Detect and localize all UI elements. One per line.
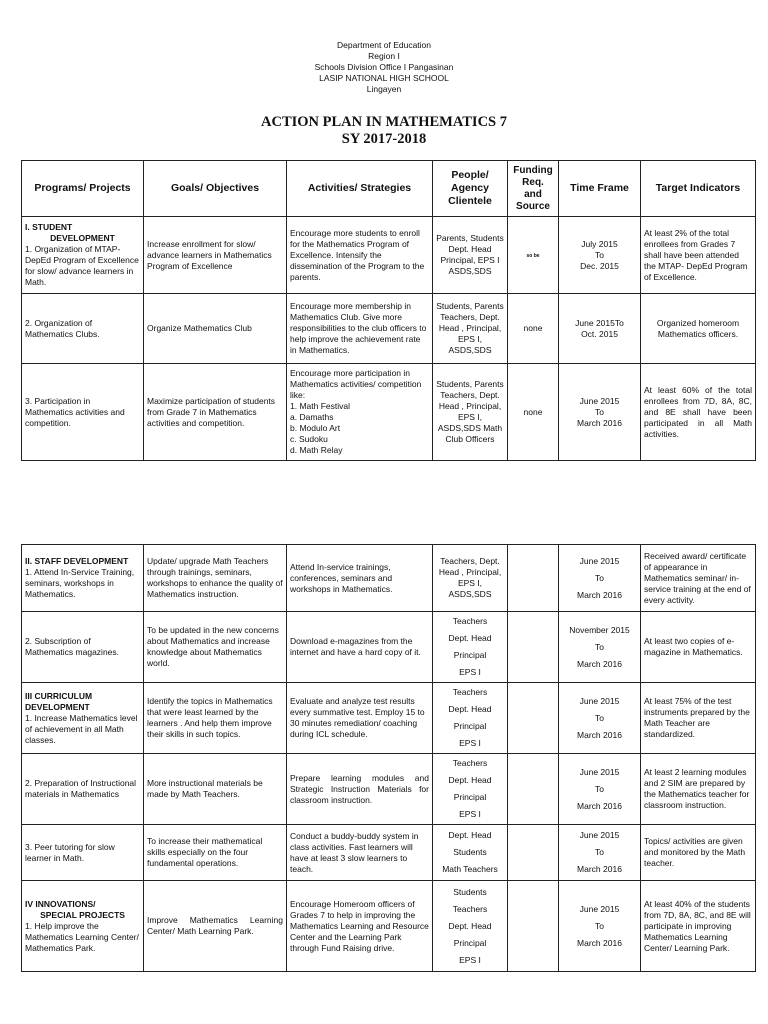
activity-cell: Prepare learning modules and Strategic Instruction Materials for classroom instruction. bbox=[287, 754, 433, 825]
funding-cell bbox=[508, 612, 559, 683]
activity-cell: Conduct a buddy-buddy system in class activities. Fast learners will have at least 3 slow learners to teach. bbox=[287, 825, 433, 881]
col-people bbox=[433, 161, 508, 217]
section-heading: DEVELOPMENT bbox=[50, 233, 115, 243]
people-line: Principal bbox=[453, 650, 487, 660]
section-heading: SPECIAL PROJECTS bbox=[40, 909, 125, 920]
activity-cell: Attend In-service trainings, conferences, seminars and workshops in Mathematics. bbox=[287, 545, 433, 612]
document-title: ACTION PLAN IN MATHEMATICS 7 bbox=[261, 114, 507, 130]
people-line: Teachers bbox=[452, 616, 488, 626]
col-targets: Target Indicators bbox=[641, 161, 756, 217]
goal-cell: To be updated in the new concerns about Mathematics and increase knowledge about Mathematics world. bbox=[144, 612, 287, 683]
timeframe-line: June 2015 bbox=[579, 903, 620, 914]
target-cell: Topics/ activities are given and monitored by the Math teacher. bbox=[641, 825, 756, 881]
activity-item: a. Damaths bbox=[290, 412, 334, 422]
timeframe-line: To bbox=[595, 783, 604, 794]
timeframe-cell bbox=[559, 881, 641, 972]
timeframe-cell bbox=[559, 754, 641, 825]
people-cell: Teachers, Dept. Head , Principal, EPS I, ASDS,SDS bbox=[433, 545, 508, 612]
program-cell bbox=[22, 217, 144, 294]
activity-cell: Download e-magazines from the internet and have a hard copy of it. bbox=[287, 612, 433, 683]
col-people-line: Agency bbox=[451, 182, 489, 194]
section-heading: IV INNOVATIONS/ bbox=[25, 898, 96, 909]
goal-cell: Increase enrollment for slow/ advance learners in Mathematics Program of Excellence bbox=[144, 217, 287, 294]
timeframe-line: March 2016 bbox=[577, 417, 622, 428]
goal-cell: More instructional materials be made by Math Teachers. bbox=[144, 754, 287, 825]
action-plan-table-1 bbox=[21, 160, 756, 461]
goal-cell: Improve Mathematics Learning Center/ Math Learning Park. bbox=[144, 881, 287, 972]
timeframe-line: March 2016 bbox=[577, 658, 622, 669]
people-cell bbox=[433, 881, 508, 972]
program-text: 1. Attend In-Service Training, seminars, workshops in Mathematics. bbox=[25, 567, 135, 599]
program-cell: 2. Preparation of Instructional materials in Mathematics bbox=[22, 754, 144, 825]
funding-cell bbox=[508, 683, 559, 754]
col-timeframe: Time Frame bbox=[559, 161, 641, 217]
program-cell: 2. Subscription of Mathematics magazines. bbox=[22, 612, 144, 683]
timeframe-line: June 2015 bbox=[579, 695, 620, 706]
goal-cell: To increase their mathematical skills especially on the four fundamental operations. bbox=[144, 825, 287, 881]
people-line: Dept. Head bbox=[448, 633, 492, 643]
people-cell bbox=[433, 754, 508, 825]
people-line: EPS I bbox=[459, 738, 481, 748]
timeframe-cell bbox=[559, 364, 641, 461]
timeframe-line: To bbox=[595, 712, 604, 723]
division-name: Schools Division Office I Pangasinan bbox=[314, 62, 454, 72]
target-cell: At least 60% of the total enrollees from 7D, 8A, 8C, and 8E shall have been participated in all Math activities. bbox=[641, 364, 756, 461]
timeframe-line: Oct. 2015 bbox=[581, 328, 618, 339]
program-cell: 2. Organization of Mathematics Clubs. bbox=[22, 294, 144, 364]
col-funding-line: Req. bbox=[522, 176, 544, 188]
people-line: EPS I bbox=[459, 667, 481, 677]
people-line: Dept. Head bbox=[448, 775, 492, 785]
funding-cell bbox=[508, 825, 559, 881]
activity-cell: Encourage more students to enroll for the Mathematics Program of Excellence. Intensify the dissemination of the Program to the parents. bbox=[287, 217, 433, 294]
timeframe-cell bbox=[559, 612, 641, 683]
activity-cell: Encourage Homeroom officers of Grades 7 to help in improving the Mathematics Learning and Resource Center and the Learning Park through Fund Raising drive. bbox=[287, 881, 433, 972]
timeframe-line: To bbox=[595, 641, 604, 652]
goal-cell: Maximize participation of students from Grade 7 in Mathematics activities and competition. bbox=[144, 364, 287, 461]
activity-intro: Encourage more participation in Mathematics activities/ competition like: bbox=[290, 368, 422, 400]
program-cell bbox=[22, 683, 144, 754]
activity-item: b. Modulo Art bbox=[290, 423, 341, 433]
program-text: 1. Help improve the Mathematics Learning Center/ Mathematics Park. bbox=[25, 920, 139, 953]
people-line: Teachers bbox=[452, 903, 488, 914]
timeframe-line: June 2015 bbox=[579, 555, 620, 566]
people-line: Math Teachers bbox=[442, 864, 498, 874]
funding-cell bbox=[508, 754, 559, 825]
people-line: EPS I bbox=[459, 809, 481, 819]
table-row bbox=[22, 612, 756, 683]
school-name: LASIP NATIONAL HIGH SCHOOL bbox=[319, 73, 449, 83]
table-row bbox=[22, 364, 756, 461]
timeframe-line: November 2015 bbox=[569, 624, 630, 635]
timeframe-line: March 2016 bbox=[577, 589, 622, 600]
program-text: 1. Organization of MTAP- DepEd Program of Excellence for slow/ advance learners in Math. bbox=[25, 244, 139, 287]
timeframe-line: To bbox=[595, 920, 604, 931]
timeframe-line: June 2015 bbox=[579, 395, 620, 406]
section-heading: II. STAFF DEVELOPMENT bbox=[25, 556, 129, 566]
col-funding bbox=[508, 161, 559, 217]
document-header bbox=[0, 40, 768, 95]
people-cell bbox=[433, 683, 508, 754]
target-cell: At least 75% of the test instruments prepared by the Math Teacher are standardized. bbox=[641, 683, 756, 754]
people-line: Dept. Head bbox=[448, 704, 492, 714]
table-row bbox=[22, 754, 756, 825]
timeframe-line: To bbox=[595, 406, 604, 417]
section-heading: III CURRICULUM DEVELOPMENT bbox=[25, 690, 93, 712]
timeframe-line: March 2016 bbox=[577, 864, 622, 874]
goal-cell: Identify the topics in Mathematics that were least learned by the learners . And help them improve their skills in such topics. bbox=[144, 683, 287, 754]
timeframe-line: To bbox=[595, 249, 604, 260]
program-cell bbox=[22, 881, 144, 972]
program-cell: 3. Participation in Mathematics activities and competition. bbox=[22, 364, 144, 461]
goal-cell: Update/ upgrade Math Teachers through trainings, seminars, workshops to enhance the quality of Mathematics instruction. bbox=[144, 545, 287, 612]
table-row bbox=[22, 683, 756, 754]
people-line: EPS I bbox=[459, 954, 481, 965]
table-row bbox=[22, 881, 756, 972]
people-cell bbox=[433, 612, 508, 683]
people-line: Dept. Head bbox=[448, 920, 492, 931]
target-cell: At least 2 learning modules and 2 SIM are prepared by the Mathematics teacher for classroom instruction. bbox=[641, 754, 756, 825]
people-cell: Parents, Students Dept. Head Principal, EPS I ASDS,SDS bbox=[433, 217, 508, 294]
timeframe-line: March 2016 bbox=[577, 937, 622, 948]
action-plan-table-2 bbox=[21, 544, 756, 972]
timeframe-line: To bbox=[595, 847, 604, 857]
funding-cell: none bbox=[508, 294, 559, 364]
timeframe-line: June 2015 bbox=[579, 766, 620, 777]
activity-cell bbox=[287, 364, 433, 461]
funding-cell bbox=[508, 545, 559, 612]
target-cell: Organized homeroom Mathematics officers. bbox=[641, 294, 756, 364]
timeframe-cell bbox=[559, 294, 641, 364]
funding-cell bbox=[508, 217, 559, 294]
funding-cell bbox=[508, 881, 559, 972]
activity-cell: Evaluate and analyze test results every summative test. Employ 15 to 30 minutes remediation/ coaching during ICL schedule. bbox=[287, 683, 433, 754]
program-cell bbox=[22, 545, 144, 612]
people-line: Principal bbox=[453, 937, 487, 948]
section-heading: I. STUDENT bbox=[25, 222, 73, 232]
col-activities: Activities/ Strategies bbox=[287, 161, 433, 217]
col-goals: Goals/ Objectives bbox=[144, 161, 287, 217]
timeframe-line: March 2016 bbox=[577, 729, 622, 740]
people-line: Dept. Head bbox=[448, 830, 492, 840]
timeframe-line: June 2015To bbox=[575, 317, 624, 328]
people-line: Teachers bbox=[452, 758, 488, 768]
col-people-line: Clientele bbox=[448, 195, 492, 207]
region-name: Region I bbox=[368, 51, 400, 61]
people-line: Principal bbox=[453, 721, 487, 731]
goal-cell: Organize Mathematics Club bbox=[144, 294, 287, 364]
program-text: 1. Increase Mathematics level of achievement in all Math classes. bbox=[25, 712, 138, 745]
people-cell: Students, Parents Teachers, Dept. Head , Principal, EPS I, ASDS,SDS Math Club Officers bbox=[433, 364, 508, 461]
table-row bbox=[22, 294, 756, 364]
table-row bbox=[22, 825, 756, 881]
target-cell: Received award/ certificate of appearance in Mathematics seminar/ in-service training at the end of every activity. bbox=[641, 545, 756, 612]
target-cell: At least 2% of the total enrollees from Grades 7 shall have been attended the MTAP- DepEd Program of Excellence. bbox=[641, 217, 756, 294]
timeframe-line: July 2015 bbox=[581, 238, 618, 249]
timeframe-line: To bbox=[595, 572, 604, 583]
col-funding-line: Funding bbox=[513, 164, 553, 176]
timeframe-cell bbox=[559, 545, 641, 612]
program-cell: 3. Peer tutoring for slow learner in Math. bbox=[22, 825, 144, 881]
table-row bbox=[22, 217, 756, 294]
timeframe-cell bbox=[559, 683, 641, 754]
activity-item: d. Math Relay bbox=[290, 445, 343, 455]
col-funding-line: Source bbox=[516, 200, 550, 212]
timeframe-line: March 2016 bbox=[577, 800, 622, 811]
col-people-line: People/ bbox=[451, 169, 489, 181]
col-funding-line: and bbox=[524, 188, 542, 200]
funding-text: so be bbox=[526, 252, 540, 259]
school-year: SY 2017-2018 bbox=[341, 131, 427, 147]
activity-item: 1. Math Festival bbox=[290, 401, 350, 411]
people-line: Principal bbox=[453, 792, 487, 802]
department-name: Department of Education bbox=[336, 40, 432, 50]
activity-item: c. Sudoku bbox=[290, 434, 328, 444]
people-line: Students bbox=[453, 886, 487, 897]
timeframe-cell bbox=[559, 217, 641, 294]
target-cell: At least two copies of e-magazine in Mathematics. bbox=[641, 612, 756, 683]
table-row bbox=[22, 545, 756, 612]
people-line: Students bbox=[453, 847, 487, 857]
place-name: Lingayen bbox=[366, 84, 402, 94]
timeframe-line: June 2015 bbox=[579, 830, 620, 840]
timeframe-cell bbox=[559, 825, 641, 881]
target-cell: At least 40% of the students from 7D, 8A, 8C, and 8E will participate in improving Mathematics Learning Center/ Learning Park. bbox=[641, 881, 756, 972]
people-cell bbox=[433, 825, 508, 881]
activity-cell: Encourage more membership in Mathematics Club. Give more responsibilities to the club officers to help improve the achievement rate in Mathematics. bbox=[287, 294, 433, 364]
funding-cell: none bbox=[508, 364, 559, 461]
col-programs: Programs/ Projects bbox=[22, 161, 144, 217]
people-line: Teachers bbox=[452, 687, 488, 697]
table-header-row bbox=[22, 161, 756, 217]
people-cell: Students, Parents Teachers, Dept. Head , Principal, EPS I, ASDS,SDS bbox=[433, 294, 508, 364]
timeframe-line: Dec. 2015 bbox=[580, 260, 619, 271]
